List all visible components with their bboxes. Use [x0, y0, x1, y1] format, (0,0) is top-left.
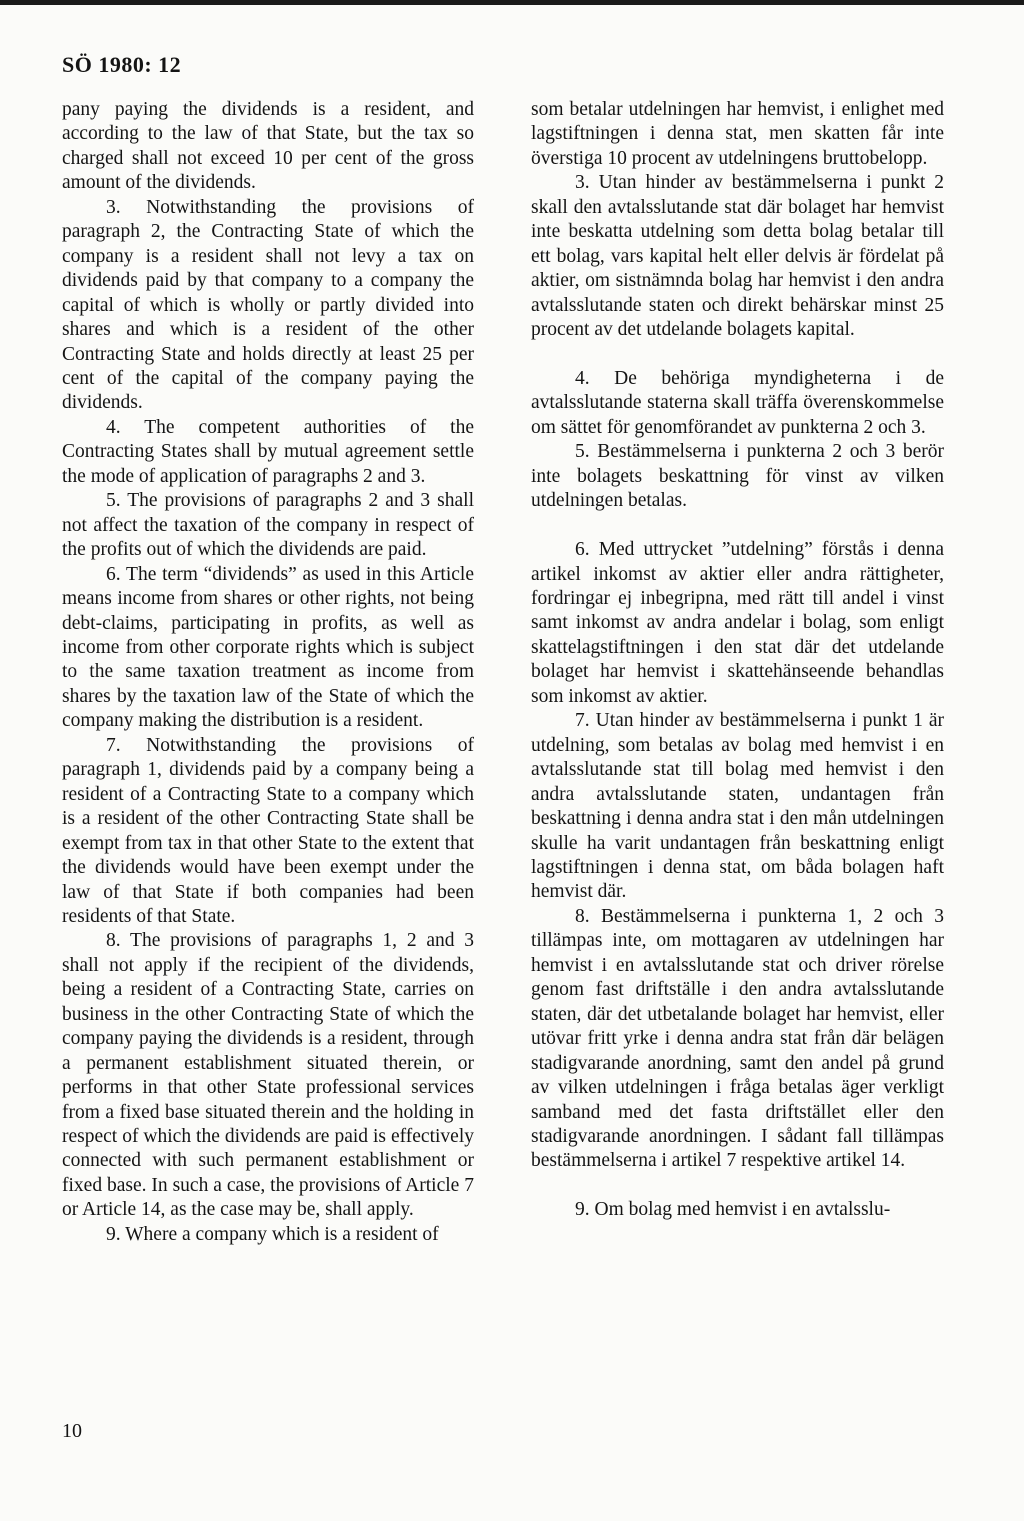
- top-rule: [0, 0, 1024, 5]
- paragraph-8: 8. The provisions of paragraphs 1, 2 and 3 shall not apply if the recipient of the dividends, being a resident of a Contracting State, carries on business in the other Contracting State of which the company paying the dividends is a resident, through a permanent establishment situated therein, or performs in that other State professional services from a fixed base situated therein and the holding in respect of which the dividends are paid is effectively connected with such permanent establishment or fixed base. In such a case, the provisions of Article 7 or Article 14, as the case may be, shall apply.: [62, 930, 474, 1221]
- stycke-6: 6. Med uttrycket ”utdelning” förstås i denna artikel inkomst av aktier eller andra rättigheter, fordringar ej inbegripna, med rätt till andel i vinst samt inkomst av andra andelar i bolag, som enligt skattelagstiftningen i den stat där det utdelande bolaget har hemvist i skattehänseende behandlas som inkomst av aktier.: [531, 539, 944, 707]
- stycke-8: 8. Bestämmelserna i punkterna 1, 2 och 3 tillämpas inte, om mottagaren av utdelningen har hemvist i en avtalsslutande stat och driver rörelse genom fast driftställe i den andra avtalsslutande staten, där det utbetalande bolaget har hemvist, eller utövar fritt yrke i denna andra stat från där belägen stadigvarande anordning, samt den andel på grund av vilken utdelningen i fråga betalas äger verkligt samband med det fasta driftstället eller den stadigvarande anordningen. I sådant fall tillämpas bestämmelserna i artikel 7 respektive artikel 14.: [531, 905, 944, 1172]
- page-number: 10: [62, 1420, 82, 1442]
- stycke-5: 5. Bestämmelserna i punkterna 2 och 3 berör inte bolagets beskattning för vinst av vilken utdelningen betalas.: [531, 441, 944, 512]
- stycke-fortsattning: som betalar utdelningen har hemvist, i enlighet med lagstiftningen i denna stat, men skatten får inte överstiga 10 procent av utdelningens bruttobelopp.: [531, 99, 944, 169]
- spacer: [531, 343, 944, 367]
- spacer: [531, 1174, 944, 1198]
- stycke-7: 7. Utan hinder av bestämmelserna i punkt 1 är utdelning, som betalas av bolag med hemvist i en avtalsslutande stat till bolag med hemvist i den andra avtalsslutande staten, undantagen från beskattning i denna andra stat i den mån utdelningen skulle ha varit undantagen från beskattning enligt lagstiftningen i denna stat, om båda bolagen haft hemvist där.: [531, 710, 944, 903]
- english-column: [62, 98, 474, 1247]
- paragraph-7: 7. Notwithstanding the provisions of paragraph 1, dividends paid by a company being a resident of a Contracting State to a company which is a resident of the other Contracting State shall be exempt from tax in that other State to the extent that the dividends would have been exempt under the law of that State if both companies had been residents of that State.: [62, 734, 474, 927]
- paragraph-3: 3. Notwithstanding the provisions of paragraph 2, the Contracting State of which the company is a resident shall not levy a tax on dividends paid by that company to a company the capital of which is wholly or partly divided into shares and which is a resident of the other Contracting State and holds directly at least 25 per cent of the capital of the company paying the dividends.: [62, 196, 474, 414]
- spacer: [531, 514, 944, 538]
- paragraph-6: 6. The term “dividends” as used in this Article means income from shares or other rights, not being debt-claims, participating in profits, as well as income from other corporate rights which is subject to the same taxation treatment as income from shares by the taxation law of the State of which the company making the distribution is a resident.: [62, 563, 474, 732]
- paragraph-4: 4. The competent authorities of the Contracting States shall by mutual agreement settle the mode of application of paragraphs 2 and 3.: [62, 416, 474, 487]
- swedish-column: [531, 98, 944, 1223]
- stycke-3: 3. Utan hinder av bestämmelserna i punkt 2 skall den avtalsslutande stat där bolaget har hemvist inte beskatta utdelning som detta bolag betalar till ett bolag, vars kapital helt eller delvis är fördelat på aktier, om sistnämnda bolag har hemvist i den andra avtalsslutande staten och direkt behärskar minst 25 procent av det utdelande bolagets kapital.: [531, 172, 944, 341]
- paragraph-continuation: pany paying the dividends is a resident, and according to the law of that State, but the tax so charged shall not exceed 10 per cent of the gross amount of the dividends.: [62, 99, 474, 194]
- paragraph-9: 9. Where a company which is a resident of: [106, 1223, 439, 1245]
- document-reference: SÖ 1980: 12: [62, 52, 182, 77]
- stycke-4: 4. De behöriga myndigheterna i de avtalsslutande staterna skall träffa överenskommelse om sättet för genomförandet av punkterna 2 och 3.: [531, 367, 944, 438]
- stycke-9: 9. Om bolag med hemvist i en avtalsslu-: [575, 1199, 891, 1221]
- paragraph-5: 5. The provisions of paragraphs 2 and 3 shall not affect the taxation of the company in respect of the profits out of which the dividends are paid.: [62, 490, 474, 561]
